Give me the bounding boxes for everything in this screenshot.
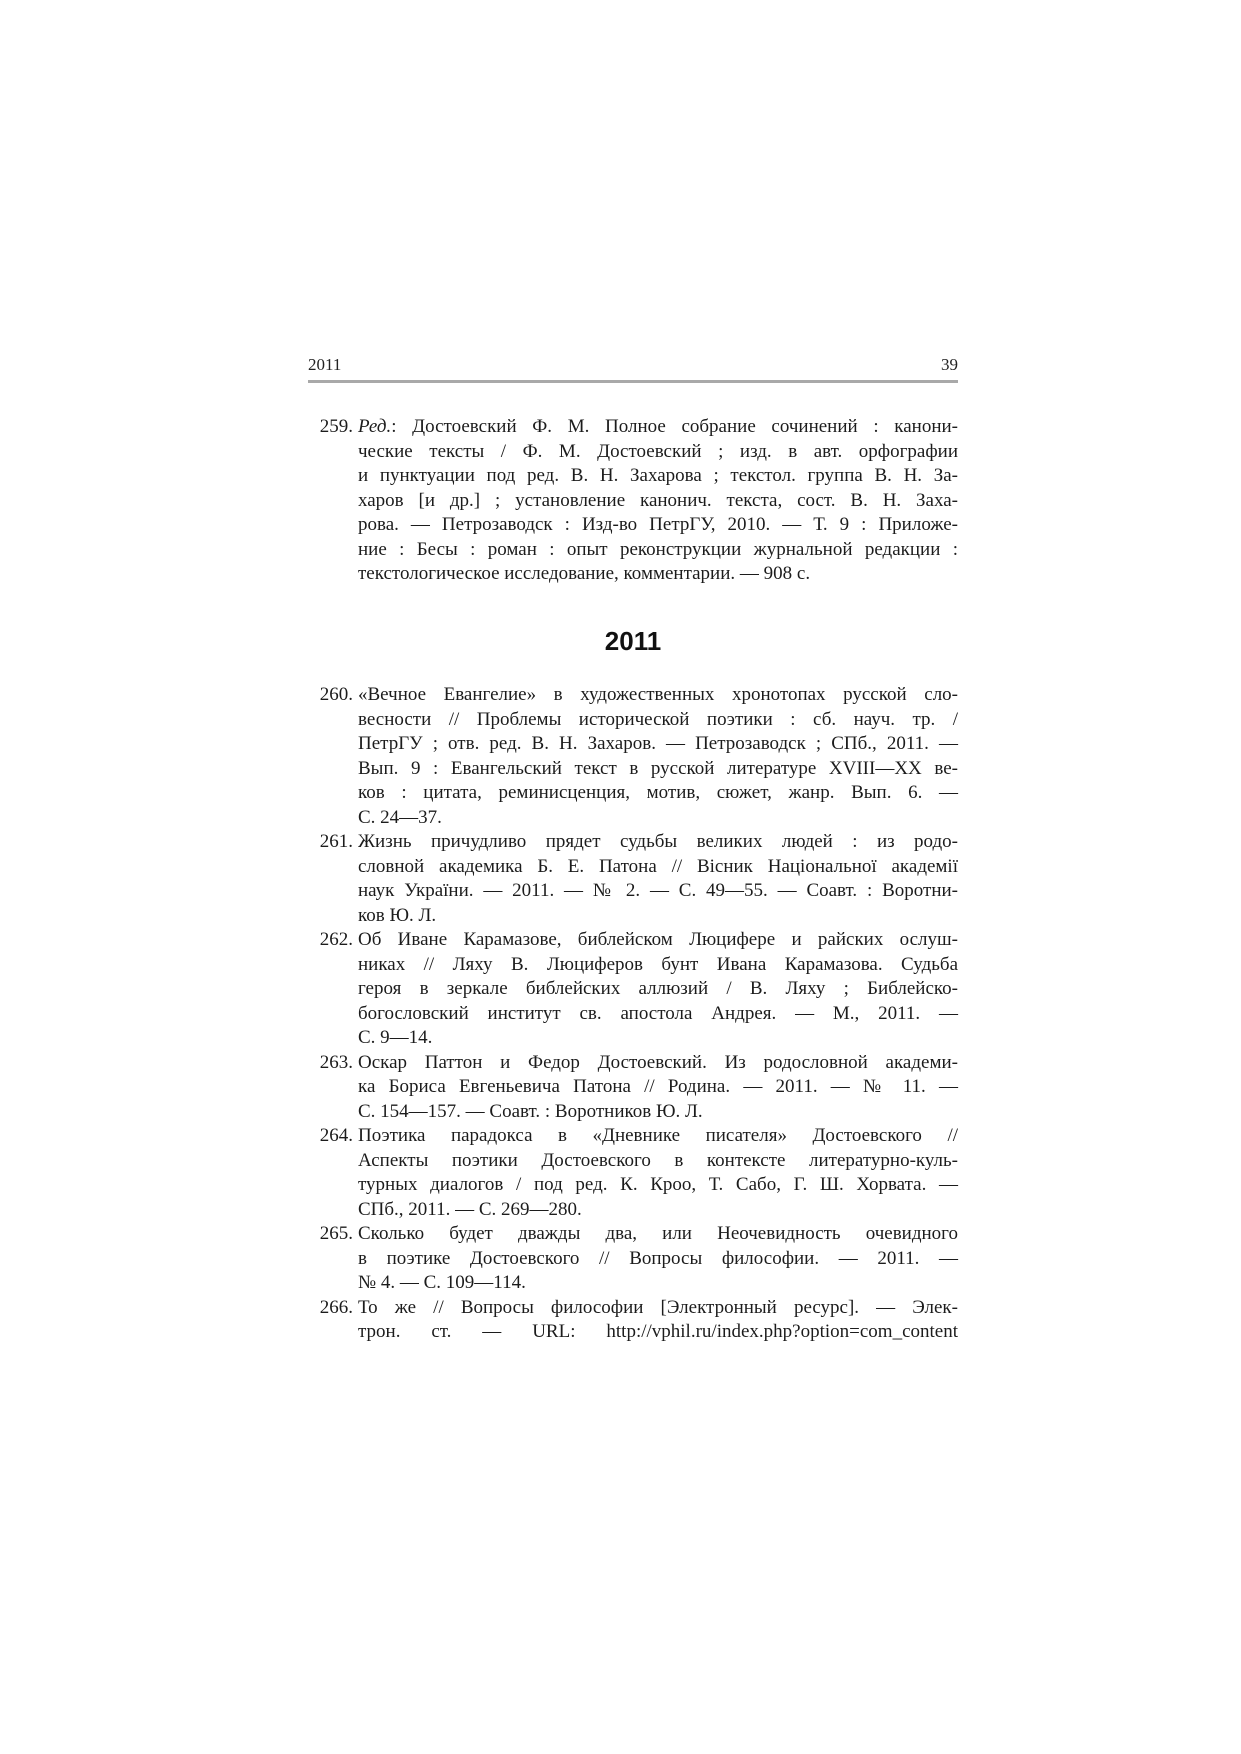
entry-line: трон. ст. — URL: http://vphil.ru/index.php?option=com_content	[358, 1321, 958, 1342]
entry-line: ние : Бесы : роман : опыт реконструкции журнальной редакции :	[358, 538, 958, 560]
entry-line: Оскар Паттон и Федор Достоевский. Из родословной академи-	[358, 1051, 958, 1073]
running-head	[308, 353, 958, 377]
section-heading: 2011	[604, 626, 662, 656]
entry-line: богословский институт св. апостола Андрея. — М., 2011. —	[358, 1002, 958, 1024]
entry-line: и пунктуации под ред. В. Н. Захарова ; текстол. группа В. Н. За-	[358, 465, 958, 486]
running-head-year: 2011	[308, 355, 342, 374]
entry-line: СПб., 2011. — С. 269—280.	[358, 1198, 582, 1220]
entry-line: С. 24—37.	[358, 806, 442, 828]
entry-line: словной академика Б. Е. Патона // Вісник Національної академії	[358, 855, 958, 877]
entry-number: 265.	[319, 1223, 353, 1244]
bib-entry	[308, 1222, 958, 1296]
entry-line: Сколько будет дважды два, или Неочевидность очевидного	[358, 1223, 958, 1244]
entry-line: Об Иване Карамазове, библейском Люцифере и райских ослуш-	[358, 929, 958, 950]
header-rule	[308, 380, 958, 383]
entry-line: никах // Ляху В. Люциферов бунт Ивана Карамазова. Судьба	[358, 953, 958, 975]
entry-number: 261.	[319, 831, 353, 852]
entry-line: № 4. — С. 109—114.	[358, 1272, 526, 1293]
bib-entry	[308, 830, 958, 928]
entry-line: ка Бориса Евгеньевича Патона // Родина. — 2011. — № 11. —	[358, 1076, 958, 1097]
entry-line-text: : Достоевский Ф. М. Полное собрание сочинений : канони-	[391, 416, 958, 437]
bibliography-list-2010	[308, 415, 958, 587]
entry-line: Поэтика парадокса в «Дневнике писателя» Достоевского //	[358, 1125, 958, 1146]
entry-number: 263.	[319, 1051, 353, 1073]
entry-line: Жизнь причудливо прядет судьбы великих людей : из родо-	[358, 831, 958, 852]
entry-number: 259.	[319, 416, 353, 437]
entry-line: ков : цитата, реминисценция, мотив, сюжет, жанр. Вып. 6. —	[358, 782, 958, 803]
bib-entry	[308, 1296, 958, 1345]
entry-line: ческие тексты / Ф. М. Достоевский ; изд. в авт. орфографии	[358, 440, 958, 462]
entry-line: ков Ю. Л.	[358, 904, 437, 926]
entry-line: наук України. — 2011. — № 2. — С. 49—55. — Соавт. : Воротни-	[358, 880, 958, 901]
entry-line: ПетрГУ ; отв. ред. В. Н. Захаров. — Петрозаводск ; СПб., 2011. —	[358, 733, 958, 754]
entry-line: С. 154—157. — Соавт. : Воротников Ю. Л.	[358, 1100, 703, 1122]
entry-line: весности // Проблемы исторической поэтики : сб. науч. тр. /	[358, 708, 958, 730]
entry-line: текстологическое исследование, комментарии. — 908 с.	[358, 563, 811, 584]
entry-number: 262.	[319, 929, 353, 950]
entry-line: С. 9—14.	[358, 1027, 433, 1048]
entry-line: Вып. 9 : Евангельский текст в русской литературе XVIII—XX ве-	[358, 757, 958, 779]
editor-label: Ред.	[358, 416, 392, 437]
entry-line: рова. — Петрозаводск : Изд-во ПетрГУ, 2010. — Т. 9 : Приложе-	[358, 514, 958, 535]
entry-line: турных диалогов / под ред. К. Кроо, Т. Сабо, Г. Ш. Хорвата. —	[358, 1174, 958, 1195]
entry-line: в поэтике Достоевского // Вопросы философии. — 2011. —	[358, 1247, 958, 1269]
entry-line	[358, 415, 958, 440]
entry-number: 264.	[319, 1125, 353, 1146]
entry-number: 260.	[319, 684, 353, 705]
bibliography-list-2011	[308, 683, 958, 1345]
bib-entry	[308, 1124, 958, 1222]
bib-entry	[308, 415, 958, 587]
entry-line: харов [и др.] ; установление канонич. текста, сост. В. Н. Заха-	[358, 489, 958, 511]
entry-number: 266.	[319, 1296, 353, 1318]
bib-entry	[308, 928, 958, 1051]
bib-entry	[308, 683, 958, 830]
page-number: 39	[941, 355, 958, 374]
entry-line: Аспекты поэтики Достоевского в контексте литературно-куль-	[358, 1149, 958, 1171]
entry-line: героя в зеркале библейских аллюзий / В. Ляху ; Библейско-	[358, 978, 958, 999]
bib-entry	[308, 1051, 958, 1125]
entry-line: «Вечное Евангелие» в художественных хронотопах русской сло-	[358, 684, 958, 705]
entry-line: То же // Вопросы философии [Электронный ресурс]. — Элек-	[358, 1296, 958, 1318]
